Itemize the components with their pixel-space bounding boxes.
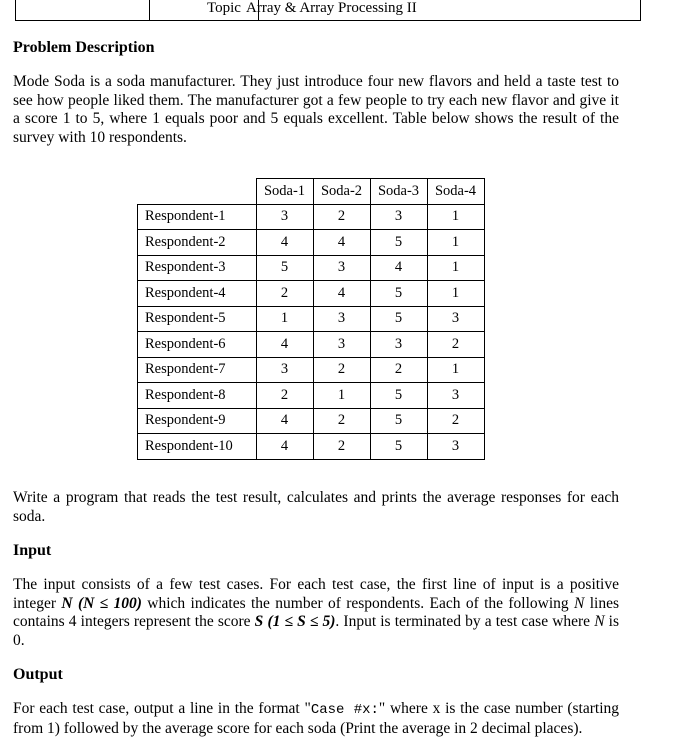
respondent-label: Respondent-3: [138, 255, 257, 281]
table-header-row: [138, 179, 485, 205]
respondent-label: Respondent-5: [138, 306, 257, 332]
column-header: Soda-2: [313, 179, 370, 205]
score-cell: 1: [256, 306, 313, 332]
score-cell: 4: [370, 255, 427, 281]
score-cell: 4: [313, 230, 370, 256]
table-row: [138, 383, 485, 409]
input-var: N: [594, 613, 605, 630]
score-cell: 2: [313, 434, 370, 460]
table-row: [138, 434, 485, 460]
score-cell: 2: [256, 281, 313, 307]
input-condition: (N ≤ 100): [77, 594, 142, 612]
table-row: [138, 204, 485, 230]
score-cell: 3: [256, 204, 313, 230]
input-text: . Input is terminated by a test case where: [335, 613, 595, 630]
input-var: S: [254, 613, 264, 630]
score-cell: 3: [427, 383, 484, 409]
topic-value: Array & Array Processing II: [246, 0, 417, 16]
input-heading: Input: [13, 542, 52, 559]
respondent-label: Respondent-2: [138, 230, 257, 256]
score-cell: 3: [427, 306, 484, 332]
score-cell: 1: [427, 281, 484, 307]
score-cell: 5: [256, 255, 313, 281]
input-condition: (1 ≤ S ≤ 5): [267, 613, 336, 630]
input-text: which indicates the number of respondents. Each of the following: [141, 594, 575, 612]
score-cell: 5: [370, 408, 427, 434]
problem-heading: Problem Description: [13, 39, 155, 56]
output-text: " where x is the case number (starting from 1) followed by the average score for each soda (Print the average in 2 decimal places).: [13, 700, 620, 737]
table-row: [138, 281, 485, 307]
table-row: [138, 230, 485, 256]
respondent-label: Respondent-4: [138, 281, 257, 307]
score-cell: 2: [370, 357, 427, 383]
column-header: Soda-4: [427, 179, 484, 205]
score-cell: 3: [427, 434, 484, 460]
respondent-label: Respondent-6: [138, 332, 257, 358]
output-heading: Output: [13, 666, 63, 683]
respondent-label: Respondent-9: [138, 408, 257, 434]
score-cell: 2: [313, 357, 370, 383]
score-cell: 4: [256, 408, 313, 434]
problem-paragraph: Mode Soda is a soda manufacturer. They just introduce four new flavors and held a taste test to see how people liked them. The manufacturer got a few people to try each new flavor and give it a score 1 to 5, where 1 equals poor and 5 equals excellent. Table below shows the result of the survey with 10 respondents.: [13, 73, 619, 146]
input-text: is 0.: [13, 613, 619, 649]
score-cell: 3: [370, 204, 427, 230]
score-cell: 2: [427, 408, 484, 434]
column-header: Soda-1: [256, 179, 313, 205]
score-cell: 4: [256, 230, 313, 256]
respondent-label: Respondent-8: [138, 383, 257, 409]
survey-table: [137, 178, 485, 460]
score-cell: 5: [370, 306, 427, 332]
score-cell: 3: [256, 357, 313, 383]
score-cell: 4: [256, 434, 313, 460]
output-format-code: Case #x:: [310, 702, 379, 718]
header-divider: [149, 0, 150, 20]
table-row: [138, 332, 485, 358]
input-var: N: [61, 594, 73, 612]
score-cell: 3: [370, 332, 427, 358]
table-row: [138, 255, 485, 281]
output-text: For each test case, output a line in the format ": [13, 700, 311, 717]
score-cell: 2: [427, 332, 484, 358]
score-cell: 1: [427, 204, 484, 230]
score-cell: 3: [313, 306, 370, 332]
input-text: The input consists of a few test cases. For each test case, the first line of input is a positive integer: [13, 576, 619, 612]
task-paragraph: Write a program that reads the test result, calculates and prints the average responses for each soda.: [13, 489, 619, 525]
input-paragraph: [13, 576, 619, 650]
topic-label: Topic: [207, 0, 241, 16]
table-row: [138, 306, 485, 332]
score-cell: 1: [313, 383, 370, 409]
score-cell: 1: [427, 357, 484, 383]
respondent-label: Respondent-7: [138, 357, 257, 383]
score-cell: 2: [313, 408, 370, 434]
score-cell: 5: [370, 383, 427, 409]
table-corner-cell: [138, 179, 257, 205]
score-cell: 2: [256, 383, 313, 409]
score-cell: 5: [370, 281, 427, 307]
input-text: lines contains 4 integers represent the score: [13, 594, 619, 630]
column-header: Soda-3: [370, 179, 427, 205]
output-paragraph: [13, 700, 619, 738]
input-var: N: [574, 594, 585, 612]
score-cell: 5: [370, 230, 427, 256]
score-cell: 4: [256, 332, 313, 358]
score-cell: 4: [313, 281, 370, 307]
respondent-label: Respondent-1: [138, 204, 257, 230]
score-cell: 2: [313, 204, 370, 230]
respondent-label: Respondent-10: [138, 434, 257, 460]
table-row: [138, 408, 485, 434]
score-cell: 1: [427, 255, 484, 281]
score-cell: 3: [313, 255, 370, 281]
score-cell: 1: [427, 230, 484, 256]
score-cell: 5: [370, 434, 427, 460]
score-cell: 3: [313, 332, 370, 358]
table-row: [138, 357, 485, 383]
